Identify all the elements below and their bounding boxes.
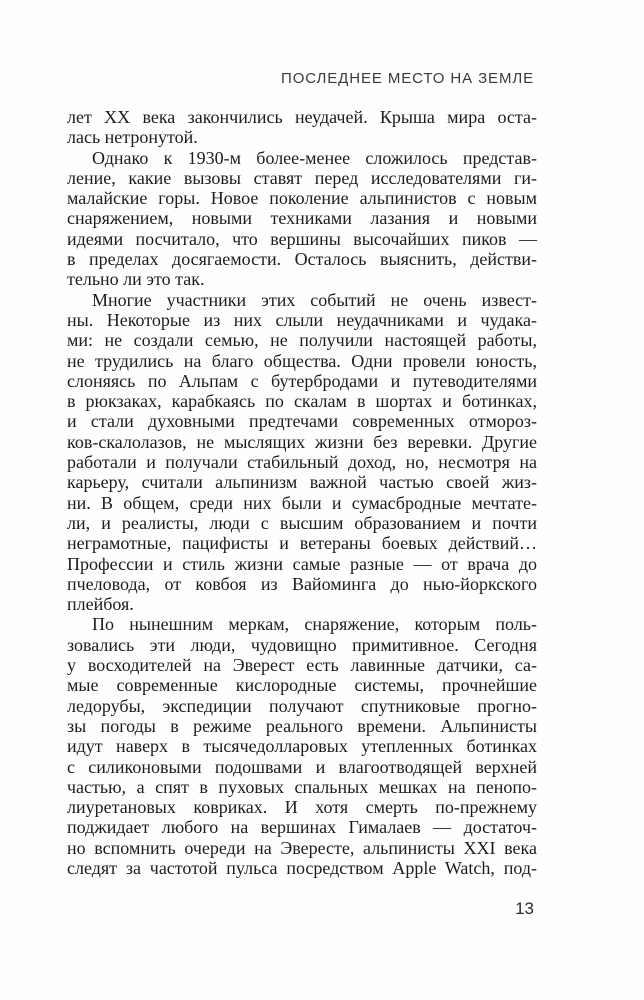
text-line: работали и получали стабильный доход, но, несмотря на	[67, 452, 537, 473]
text-line: слоняясь по Альпам с бутербродами и путеводителями	[67, 370, 537, 391]
page-number: 13	[515, 899, 534, 918]
text-line: следят за частотой пульса посредством Apple Watch, под-	[67, 857, 537, 878]
text-line: Многие участники этих событий не очень извест-	[92, 289, 537, 310]
paragraph	[67, 290, 537, 615]
text-line: По нынешним меркам, снаряжение, которым поль-	[92, 614, 537, 635]
text-line: Профессии и стиль жизни самые разные — от врача до	[67, 553, 537, 574]
text-line: ми: не создали семью, не получили настоящей работы,	[67, 330, 537, 351]
text-line: с силиконовыми подошвами и влагоотводящей верхней	[67, 756, 537, 777]
text-line: снаряжением, новыми техниками лазания и новыми	[67, 208, 537, 229]
running-header: ПОСЛЕДНЕЕ МЕСТО НА ЗЕМЛЕ	[281, 70, 534, 87]
text-line: тельно ли это так.	[67, 269, 205, 290]
text-line: зовались эти люди, чудовищно примитивное. Сегодня	[67, 634, 537, 655]
paragraph	[67, 107, 537, 148]
text-line: ление, какие вызовы ставят перед исследователями ги-	[67, 167, 537, 188]
text-line: ков-скалолазов, не мыслящих жизни без веревки. Другие	[67, 431, 537, 452]
text-line: идут наверх в тысячедолларовых утепленных ботинках	[67, 736, 537, 757]
paragraph	[67, 614, 537, 878]
text-line: ли, и реалисты, люди с высшим образованием и почти	[67, 512, 537, 533]
text-line: малайские горы. Новое поколение альпинистов с новым	[67, 188, 537, 209]
text-line: не трудились на благо общества. Одни провели юность,	[67, 350, 537, 371]
text-line: в рюкзаках, карабкаясь по скалам в шортах и ботинках,	[67, 391, 537, 412]
text-line: и стали духовными предтечами современных отмороз-	[67, 411, 537, 432]
text-line: ны. Некоторые из них слыли неудачниками и чудака-	[67, 309, 537, 330]
text-line: Однако к 1930-м более-менее сложилось представ-	[92, 147, 537, 168]
text-line: лиуретановых ковриках. И хотя смерть по-прежнему	[67, 797, 537, 818]
text-line: лась нетронутой.	[67, 127, 198, 148]
text-line: зы погоды в режиме реального времени. Альпинисты	[67, 715, 537, 736]
text-line: пчеловода, от ковбоя из Вайоминга до нью-йоркского	[67, 573, 537, 594]
text-line: мые современные кислородные системы, прочнейшие	[67, 675, 537, 696]
text-line: плейбоя.	[67, 594, 134, 615]
text-block	[67, 107, 537, 878]
text-line: у восходителей на Эверест есть лавинные датчики, са-	[67, 655, 537, 676]
text-line: идеями посчитало, что вершины высочайших пиков —	[67, 228, 537, 249]
text-line: неграмотные, пацифисты и ветераны боевых действий…	[67, 533, 537, 554]
text-line: поджидает любого на вершинах Гималаев — достаточ-	[67, 817, 537, 838]
text-line: ни. В общем, среди них были и сумасбродные мечтате-	[67, 492, 537, 513]
text-line: карьеру, считали альпинизм важной частью своей жиз-	[67, 472, 537, 493]
text-line: в пределах досягаемости. Осталось выяснить, действи-	[67, 249, 537, 270]
text-line: лет XX века закончились неудачей. Крыша мира оста-	[67, 107, 537, 127]
paragraph	[67, 148, 537, 290]
text-line: ледорубы, экспедиции получают спутниковые прогно-	[67, 695, 537, 716]
text-line: но вспомнить очереди на Эвересте, альпинисты XXI века	[67, 837, 537, 858]
text-line: частью, а спят в пуховых спальных мешках на пенопо-	[67, 776, 537, 797]
